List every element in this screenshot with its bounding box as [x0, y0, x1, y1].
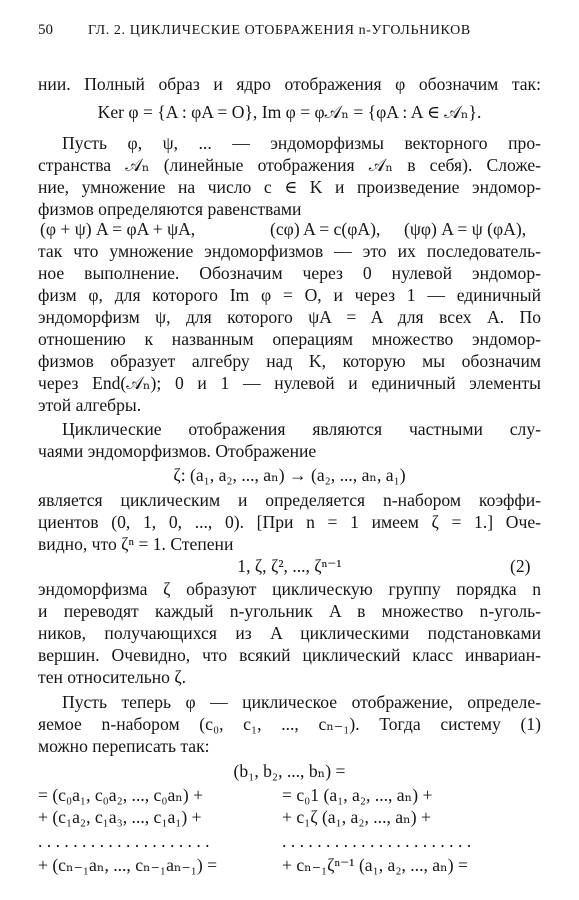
text-line: физмов определяются равенствами	[38, 199, 302, 219]
system-right-dots: . . . . . . . . . . . . . . . . . . . . . .	[282, 831, 472, 851]
text-line: физмов образует алгебру над K, которую мы обозначим	[38, 351, 541, 371]
text-line: циентов (0, 1, 0, ..., 0). [При n = 1 имеем ζ = 1.] Оче-	[38, 512, 541, 532]
text-line: отношению к названным операциям множество эндомор-	[38, 329, 541, 349]
system-right-row: + cₙ₋₁ζⁿ⁻¹ (a₁, a₂, ..., aₙ) =	[282, 855, 468, 875]
page-number: 50	[38, 22, 53, 38]
text-line: так что умножение эндоморфизмов — это их последователь-	[38, 241, 541, 261]
text-line: эндоморфизм ψ, для которого ψA = A для всех A. По	[38, 307, 541, 327]
text-line: яемое n-набором (c₀, c₁, ..., cₙ₋₁). Тогда систему (1)	[38, 714, 541, 734]
text-line: и переводят каждый n-угольник A в множество n-уголь-	[38, 601, 541, 621]
system-right-row: + c₁ζ (a₁, a₂, ..., aₙ) +	[282, 807, 431, 827]
formula-b-vector: (b₁, b₂, ..., bₙ) =	[233, 761, 346, 781]
system-left-row: = (c₀a₁, c₀a₂, ..., c₀aₙ) +	[38, 785, 204, 805]
formula-scalar-op: (cφ) A = c(φA),	[270, 219, 381, 239]
text-line: ников, получающихся из A циклическими подстановками	[38, 623, 541, 643]
system-left-row: + (cₙ₋₁aₙ, ..., cₙ₋₁aₙ₋₁) =	[38, 855, 218, 875]
text-line: чаями эндоморфизмов. Отображение	[38, 441, 317, 461]
formula-zeta-map: ζ: (a₁, a₂, ..., aₙ) → (a₂, ..., aₙ, a₁)	[173, 465, 406, 485]
system-right-row: = c₀1 (a₁, a₂, ..., aₙ) +	[282, 785, 433, 805]
equation-number: (2)	[510, 556, 531, 576]
formula-ker-im: Ker φ = {A : φA = O}, Im φ = φ𝒜ₙ = {φA : A ∈ 𝒜ₙ}.	[97, 102, 482, 122]
text-line: нии. Полный образ и ядро отображения φ обозначим так:	[38, 74, 541, 94]
text-line: Пусть теперь φ — циклическое отображение, определе-	[62, 692, 541, 712]
text-line: вершин. Очевидно, что всякий циклический класс инвариан-	[38, 645, 541, 665]
text-line: ное выполнение. Обозначим через 0 нулевой эндомор-	[38, 263, 541, 283]
system-left-dots: . . . . . . . . . . . . . . . . . . . .	[38, 831, 210, 851]
text-line: странства 𝒜ₙ (линейные отображения 𝒜ₙ в себя). Сложе-	[38, 155, 541, 175]
running-header	[38, 22, 543, 46]
text-line: видно, что ζⁿ = 1. Степени	[38, 534, 234, 554]
text-line: этой алгебры.	[38, 395, 142, 415]
formula-product-op: (ψφ) A = ψ (φA),	[404, 219, 527, 239]
text-line: является циклическим и определяется n-набором коэффи-	[38, 490, 541, 510]
formula-powers: 1, ζ, ζ², ..., ζⁿ⁻¹	[237, 556, 342, 576]
text-line: можно переписать так:	[38, 736, 210, 756]
running-title: ГЛ. 2. ЦИКЛИЧЕСКИЕ ОТОБРАЖЕНИЯ n-УГОЛЬНИКОВ	[88, 23, 471, 38]
formula-sum-op: (φ + ψ) A = φA + ψA,	[40, 219, 196, 239]
text-line: тен относительно ζ.	[38, 667, 187, 687]
text-line: ние, умножение на число c ∈ K и произведение эндомор-	[38, 177, 541, 197]
text-line: эндоморфизма ζ образуют циклическую группу порядка n	[38, 579, 541, 599]
text-line: через End(𝒜ₙ); 0 и 1 — нулевой и единичный элементы	[38, 373, 541, 393]
text-line: физм φ, для которого Im φ = O, и через 1 — единичный	[38, 285, 541, 305]
text-line: Циклические отображения являются частными слу-	[62, 419, 541, 439]
system-left-row: + (c₁a₂, c₁a₃, ..., c₁a₁) +	[38, 807, 202, 827]
text-line: Пусть φ, ψ, ... — эндоморфизмы векторного про-	[62, 133, 541, 153]
